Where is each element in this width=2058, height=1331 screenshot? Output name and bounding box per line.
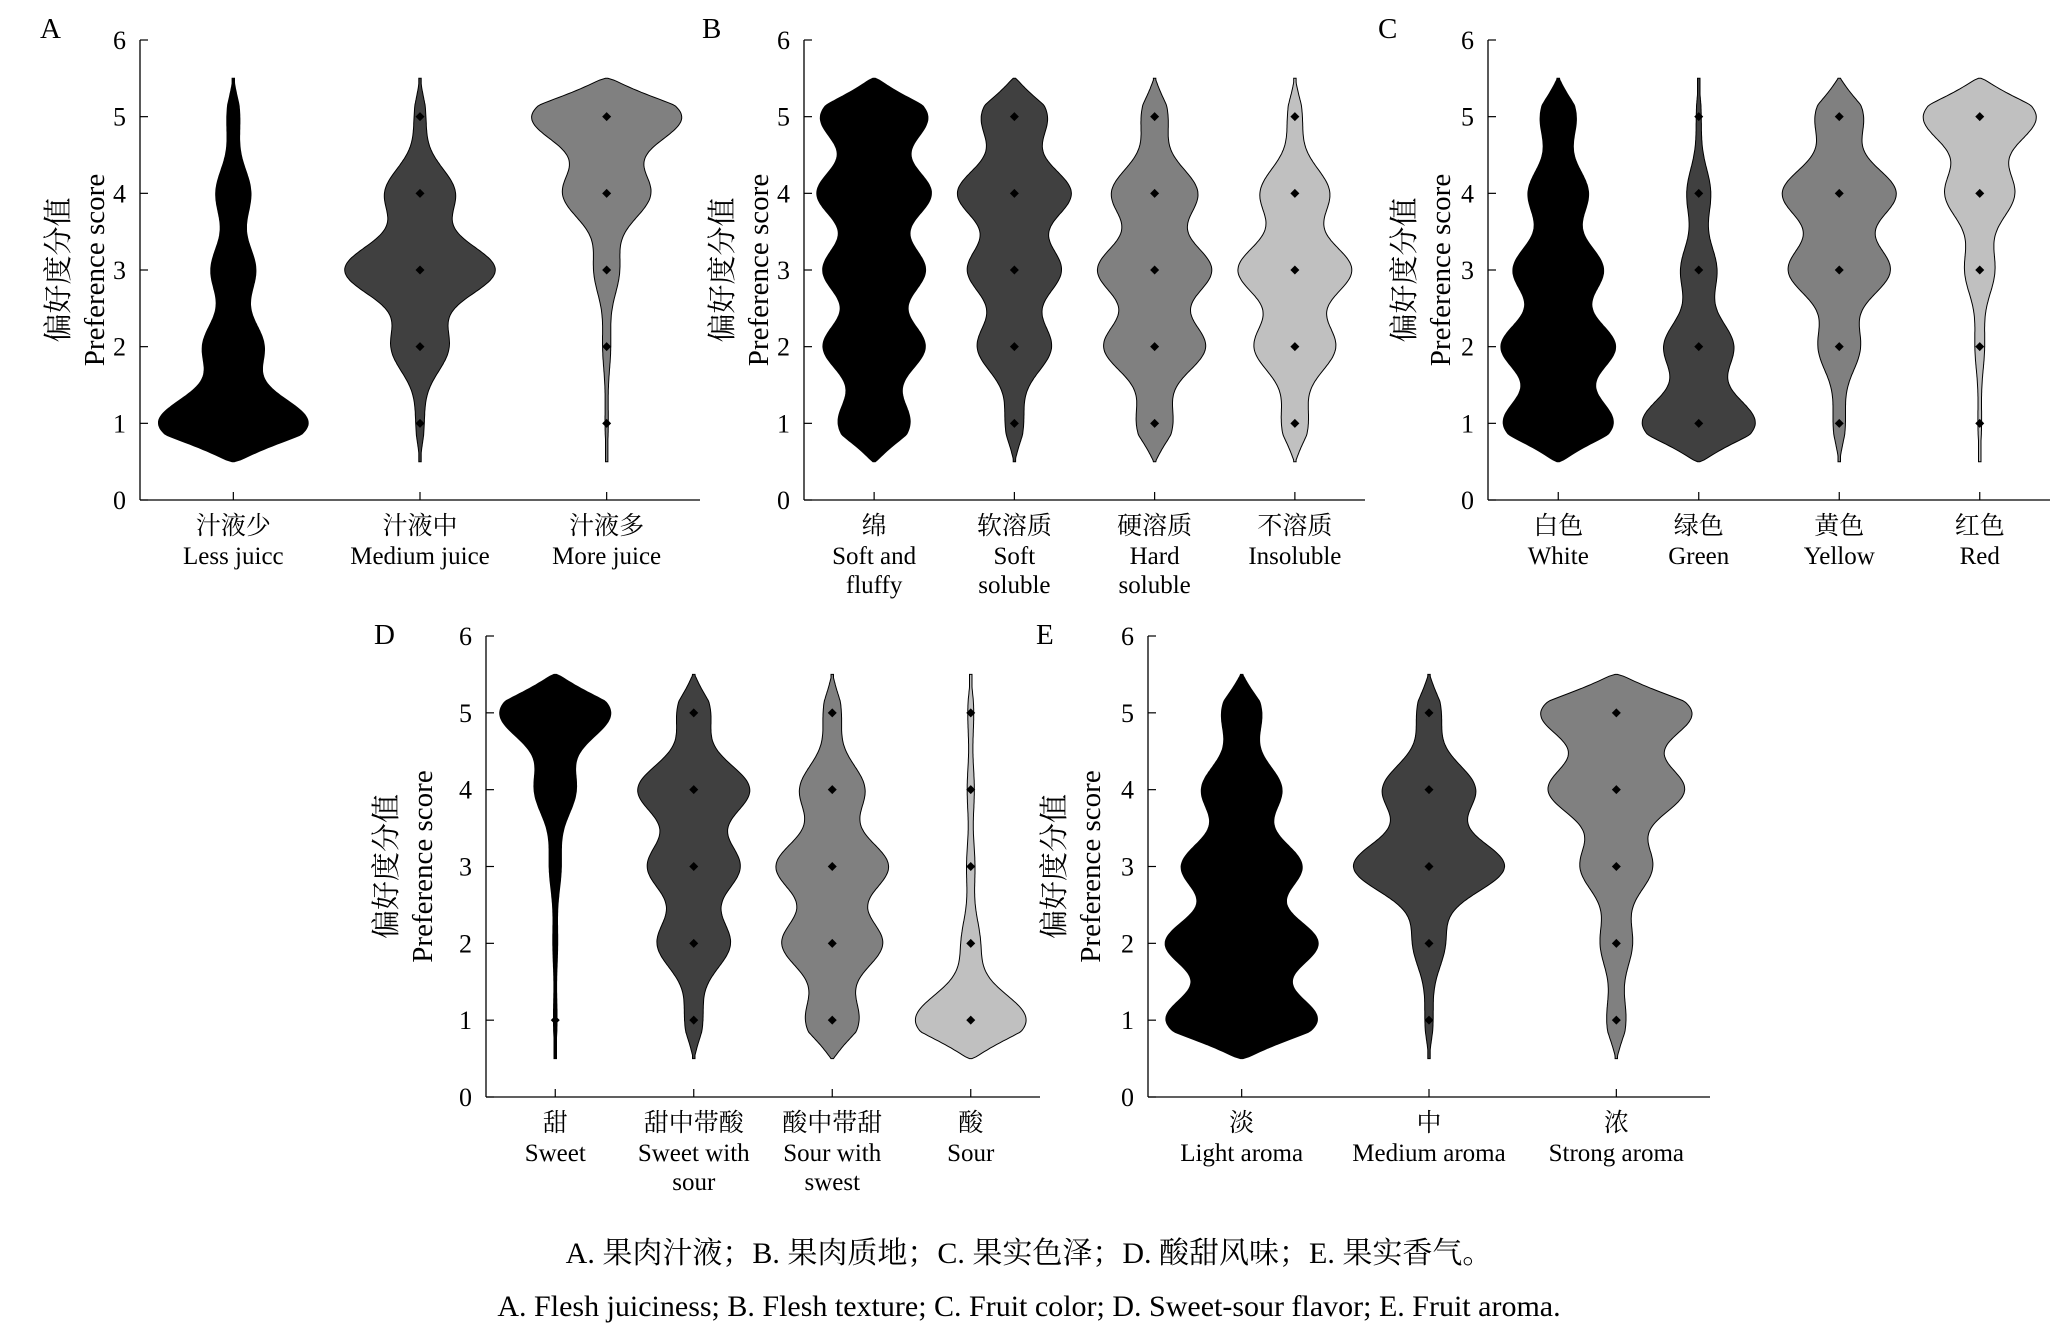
y-tick-label: 4 [113,179,126,209]
y-axis-label-zh: 偏好度分值 [707,197,739,343]
x-category-label-en: Insoluble [1248,543,1342,570]
x-category-label-en: sour [672,1169,716,1196]
y-tick-label: 6 [113,26,126,55]
y-tick-label: 2 [777,332,790,362]
x-category-label-en: Medium aroma [1352,1140,1506,1167]
y-tick-label: 6 [1461,26,1474,55]
x-category-label-zh: 甜中带酸 [643,1110,744,1137]
violin-d-1 [500,674,611,1058]
panel-label: E [1036,619,1054,651]
x-category-label-zh: 绵 [861,513,887,540]
y-tick-label: 3 [113,256,126,285]
y-tick-label: 3 [459,852,472,882]
y-tick-label: 3 [1461,256,1474,285]
x-category-label-en: Less juicc [182,543,284,570]
y-tick-label: 1 [1121,1006,1134,1036]
x-category-label-en: fluffy [845,572,903,599]
y-tick-label: 2 [113,332,126,362]
violin-b-1 [817,78,932,461]
y-tick-label: 0 [113,486,126,515]
x-category-label-zh: 黄色 [1814,513,1865,540]
y-tick-label: 3 [1121,852,1134,882]
x-category-label-zh: 汁液中 [382,513,458,540]
y-tick-label: 5 [1461,102,1474,132]
y-axis-label-zh: 偏好度分值 [1389,197,1421,343]
panel-c [1378,13,2050,570]
x-category-label-zh: 酸中带甜 [782,1110,883,1137]
panel-label: B [702,13,722,45]
x-category-label-en: Soft and [832,543,917,570]
x-category-label-en: Soft [993,543,1036,570]
x-category-label-zh: 浓 [1603,1110,1629,1137]
x-category-label-en: Medium juice [350,543,490,570]
x-category-label-en: Light aroma [1180,1140,1304,1167]
x-category-label-en: soluble [1118,572,1191,599]
y-tick-label: 5 [1121,698,1134,728]
y-tick-label: 1 [113,409,126,439]
x-category-label-en: Strong aroma [1548,1140,1685,1167]
x-category-label-zh: 汁液多 [569,513,645,540]
y-axis-label-zh: 偏好度分值 [371,793,403,940]
x-category-label-en: Yellow [1803,543,1875,570]
x-category-label-zh: 软溶质 [976,513,1052,540]
y-tick-label: 4 [1461,179,1474,209]
x-category-label-en: Sour [947,1140,995,1167]
x-category-label-zh: 淡 [1229,1110,1255,1137]
y-tick-label: 1 [459,1006,472,1036]
panel-a [40,13,700,570]
y-tick-label: 5 [777,102,790,132]
panel-label: C [1378,13,1398,45]
x-category-label-zh: 酸 [958,1110,984,1137]
y-axis-label-en: Preference score [1425,173,1457,367]
y-tick-label: 0 [777,486,790,515]
y-tick-label: 5 [459,698,472,728]
violin-e-1 [1165,674,1318,1058]
score-marker [1694,112,1703,121]
x-category-label-en: swest [804,1169,861,1196]
x-category-label-en: More juice [552,543,662,570]
x-category-label-zh: 不溶质 [1257,513,1333,540]
y-tick-label: 0 [459,1083,472,1112]
y-tick-label: 2 [459,929,472,959]
x-category-label-zh: 硬溶质 [1117,513,1193,540]
y-tick-label: 5 [113,102,126,132]
y-tick-label: 6 [459,622,472,651]
caption-english: A. Flesh juiciness; B. Flesh texture; C. Fruit color; D. Sweet-sour flavor; E. Fruit aroma. [497,1290,1561,1323]
x-category-label-en: soluble [978,572,1051,599]
y-tick-label: 3 [777,256,790,285]
score-marker [551,1016,560,1025]
y-tick-label: 0 [1121,1083,1134,1112]
x-category-label-en: White [1527,543,1589,570]
x-category-label-zh: 汁液少 [195,513,271,540]
x-category-label-en: Hard [1129,543,1180,570]
score-marker [1975,419,1984,428]
x-category-label-zh: 甜 [542,1110,568,1137]
x-category-label-zh: 中 [1416,1110,1442,1137]
y-tick-label: 4 [459,775,472,805]
caption-chinese: A. 果肉汁液；B. 果肉质地；C. 果实色泽；D. 酸甜风味；E. 果实香气。 [565,1237,1493,1270]
y-tick-label: 4 [1121,775,1134,805]
y-tick-label: 2 [1121,929,1134,959]
panel-label: A [40,13,61,45]
y-axis-label-en: Preference score [743,173,775,367]
y-tick-label: 6 [777,26,790,55]
x-category-label-en: Red [1959,543,2000,570]
y-axis-label-en: Preference score [1075,770,1107,963]
x-category-label-zh: 绿色 [1673,513,1724,540]
y-tick-label: 6 [1121,622,1134,651]
violin-c-1 [1501,78,1616,461]
x-category-label-zh: 白色 [1533,513,1584,540]
x-category-label-en: Green [1668,543,1730,570]
y-tick-label: 4 [777,179,790,209]
panel-e [1036,619,1710,1167]
y-tick-label: 1 [1461,409,1474,439]
x-category-label-en: Sweet with [637,1140,750,1167]
score-marker [602,419,611,428]
y-tick-label: 2 [1461,332,1474,362]
panel-d [370,619,1040,1196]
x-category-label-zh: 红色 [1954,513,2005,540]
panel-label: D [374,619,395,651]
y-axis-label-en: Preference score [79,173,111,367]
y-axis-label-zh: 偏好度分值 [1039,793,1071,940]
x-category-label-en: Sour with [783,1140,882,1167]
panel-b [702,13,1365,599]
y-tick-label: 0 [1461,486,1474,515]
x-category-label-en: Sweet [524,1140,586,1167]
y-axis-label-zh: 偏好度分值 [43,197,75,343]
y-tick-label: 1 [777,409,790,439]
y-axis-label-en: Preference score [407,770,439,963]
